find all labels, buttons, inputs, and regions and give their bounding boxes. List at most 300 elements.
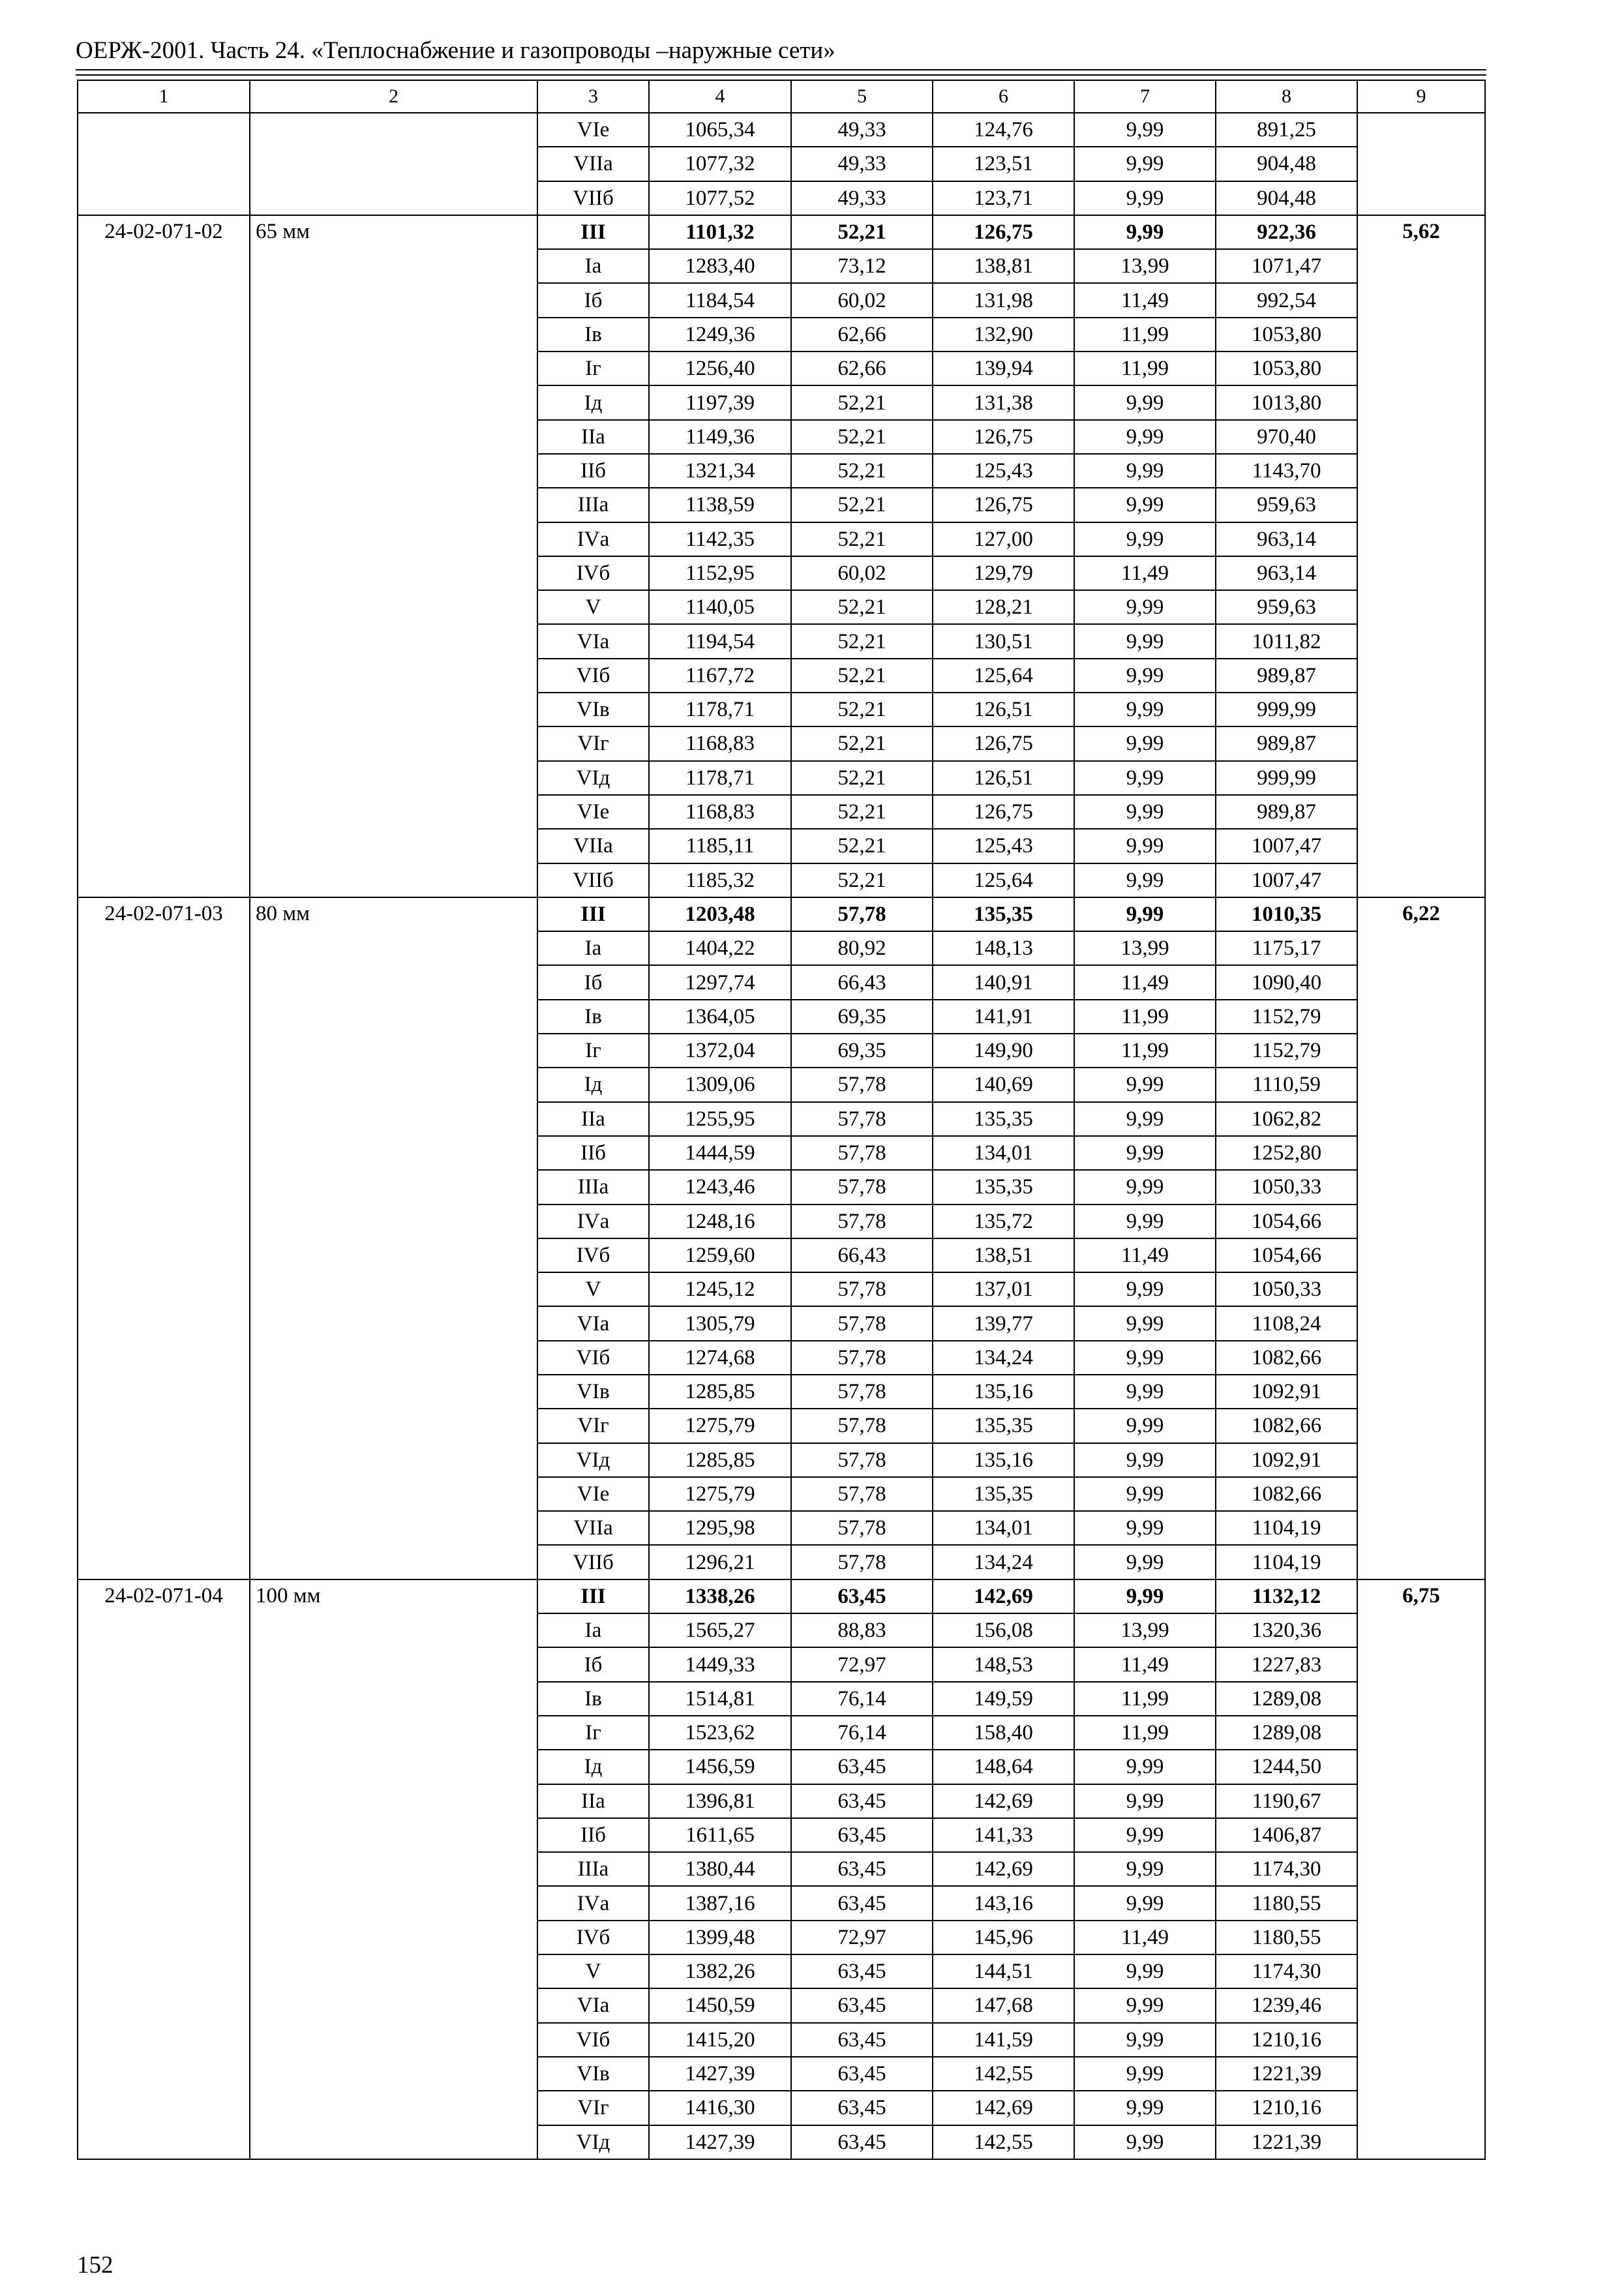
- value-cell-c7: 9,99: [1074, 693, 1216, 726]
- value-cell-c8: 1054,66: [1216, 1238, 1357, 1272]
- value-cell-c4: 1283,40: [649, 249, 791, 283]
- value-cell-c4: 1274,68: [649, 1341, 791, 1375]
- value-cell-c8: 1227,83: [1216, 1647, 1357, 1681]
- value-cell-c6: 126,51: [933, 693, 1074, 726]
- rate-code-cell: [78, 113, 250, 215]
- value-cell-c5: 60,02: [791, 556, 933, 590]
- value-cell-c7: 9,99: [1074, 1272, 1216, 1306]
- value-cell-c5: 63,45: [791, 1886, 933, 1920]
- value-cell-c4: 1140,05: [649, 590, 791, 624]
- value-cell-c8: 999,99: [1216, 693, 1357, 726]
- value-cell-c7: 13,99: [1074, 1613, 1216, 1647]
- zone-cell: VIд: [537, 1443, 649, 1477]
- value-cell-c6: 126,75: [933, 488, 1074, 522]
- value-cell-c4: 1415,20: [649, 2023, 791, 2057]
- zone-cell: IIб: [537, 1136, 649, 1170]
- value-cell-c7: 9,99: [1074, 726, 1216, 760]
- value-cell-c6: 134,24: [933, 1341, 1074, 1375]
- value-cell-c5: 57,78: [791, 897, 933, 931]
- value-cell-c7: 11,49: [1074, 1921, 1216, 1954]
- value-cell-c7: 9,99: [1074, 1750, 1216, 1784]
- column-9-cell: 5,62: [1357, 215, 1485, 897]
- value-cell-c7: 9,99: [1074, 1102, 1216, 1136]
- value-cell-c4: 1387,16: [649, 1886, 791, 1920]
- zone-cell: Iв: [537, 318, 649, 352]
- value-cell-c4: 1138,59: [649, 488, 791, 522]
- zone-cell: IIIа: [537, 488, 649, 522]
- value-cell-c4: 1248,16: [649, 1204, 791, 1238]
- zone-cell: VIг: [537, 726, 649, 760]
- zone-cell: VIIа: [537, 829, 649, 863]
- value-cell-c4: 1065,34: [649, 113, 791, 147]
- value-cell-c4: 1295,98: [649, 1511, 791, 1545]
- zone-cell: IIб: [537, 1818, 649, 1852]
- value-cell-c8: 1406,87: [1216, 1818, 1357, 1852]
- zone-cell: Iа: [537, 1613, 649, 1647]
- value-cell-c8: 1175,17: [1216, 931, 1357, 965]
- value-cell-c7: 11,49: [1074, 1647, 1216, 1681]
- zone-cell: VIб: [537, 1341, 649, 1375]
- value-cell-c7: 9,99: [1074, 1375, 1216, 1409]
- value-cell-c6: 140,91: [933, 965, 1074, 999]
- value-cell-c5: 76,14: [791, 1682, 933, 1716]
- value-cell-c4: 1203,48: [649, 897, 791, 931]
- value-cell-c7: 9,99: [1074, 1886, 1216, 1920]
- value-cell-c8: 989,87: [1216, 795, 1357, 829]
- value-cell-c8: 904,48: [1216, 147, 1357, 181]
- value-cell-c5: 57,78: [791, 1443, 933, 1477]
- page-number: 152: [77, 2252, 113, 2279]
- zone-cell: III: [537, 897, 649, 931]
- value-cell-c8: 1110,59: [1216, 1068, 1357, 1101]
- zone-cell: VIв: [537, 1375, 649, 1409]
- zone-cell: IIIа: [537, 1852, 649, 1886]
- zone-cell: III: [537, 1579, 649, 1613]
- column-number: 4: [649, 80, 791, 113]
- value-cell-c7: 9,99: [1074, 2023, 1216, 2057]
- column-number: 8: [1216, 80, 1357, 113]
- value-cell-c6: 156,08: [933, 1613, 1074, 1647]
- value-cell-c6: 135,16: [933, 1443, 1074, 1477]
- header-rule: [76, 74, 1486, 76]
- value-cell-c6: 135,35: [933, 897, 1074, 931]
- value-cell-c7: 9,99: [1074, 761, 1216, 795]
- value-cell-c8: 1152,79: [1216, 1000, 1357, 1034]
- value-cell-c8: 1108,24: [1216, 1306, 1357, 1340]
- value-cell-c4: 1456,59: [649, 1750, 791, 1784]
- value-cell-c6: 144,51: [933, 1954, 1074, 1988]
- value-cell-c7: 9,99: [1074, 522, 1216, 556]
- value-cell-c4: 1396,81: [649, 1784, 791, 1818]
- value-cell-c8: 992,54: [1216, 283, 1357, 317]
- value-cell-c5: 57,78: [791, 1136, 933, 1170]
- value-cell-c5: 52,21: [791, 215, 933, 249]
- value-cell-c8: 1082,66: [1216, 1477, 1357, 1511]
- value-cell-c4: 1168,83: [649, 726, 791, 760]
- value-cell-c6: 131,38: [933, 385, 1074, 419]
- zone-cell: IIа: [537, 1102, 649, 1136]
- value-cell-c5: 52,21: [791, 693, 933, 726]
- value-cell-c4: 1101,32: [649, 215, 791, 249]
- zone-cell: IIа: [537, 420, 649, 454]
- value-cell-c5: 69,35: [791, 1034, 933, 1068]
- value-cell-c5: 49,33: [791, 181, 933, 215]
- value-cell-c8: 1013,80: [1216, 385, 1357, 419]
- value-cell-c6: 123,51: [933, 147, 1074, 181]
- value-cell-c6: 125,43: [933, 829, 1074, 863]
- value-cell-c4: 1178,71: [649, 693, 791, 726]
- value-cell-c7: 11,99: [1074, 318, 1216, 352]
- value-cell-c6: 135,72: [933, 1204, 1074, 1238]
- value-cell-c4: 1427,39: [649, 2057, 791, 2091]
- value-cell-c8: 922,36: [1216, 215, 1357, 249]
- value-cell-c4: 1296,21: [649, 1545, 791, 1579]
- value-cell-c4: 1275,79: [649, 1409, 791, 1443]
- value-cell-c7: 9,99: [1074, 1852, 1216, 1886]
- value-cell-c6: 148,64: [933, 1750, 1074, 1784]
- value-cell-c5: 52,21: [791, 454, 933, 488]
- value-cell-c7: 9,99: [1074, 1170, 1216, 1204]
- zone-cell: IVб: [537, 1921, 649, 1954]
- value-cell-c5: 88,83: [791, 1613, 933, 1647]
- zone-cell: V: [537, 1954, 649, 1988]
- value-cell-c6: 125,43: [933, 454, 1074, 488]
- value-cell-c6: 138,51: [933, 1238, 1074, 1272]
- value-cell-c6: 135,16: [933, 1375, 1074, 1409]
- value-cell-c6: 149,59: [933, 1682, 1074, 1716]
- value-cell-c5: 63,45: [791, 1852, 933, 1886]
- value-cell-c6: 126,51: [933, 761, 1074, 795]
- value-cell-c8: 1007,47: [1216, 829, 1357, 863]
- value-cell-c8: 970,40: [1216, 420, 1357, 454]
- value-cell-c8: 989,87: [1216, 726, 1357, 760]
- zone-cell: VIд: [537, 2125, 649, 2159]
- diameter-cell: 80 мм: [250, 897, 537, 1579]
- value-cell-c6: 148,53: [933, 1647, 1074, 1681]
- value-cell-c4: 1523,62: [649, 1716, 791, 1750]
- value-cell-c5: 52,21: [791, 829, 933, 863]
- value-cell-c7: 9,99: [1074, 1204, 1216, 1238]
- value-cell-c6: 158,40: [933, 1716, 1074, 1750]
- zone-cell: IVа: [537, 1204, 649, 1238]
- value-cell-c7: 9,99: [1074, 181, 1216, 215]
- value-cell-c5: 63,45: [791, 1750, 933, 1784]
- value-cell-c8: 999,99: [1216, 761, 1357, 795]
- value-cell-c7: 11,49: [1074, 283, 1216, 317]
- zone-cell: VIб: [537, 2023, 649, 2057]
- value-cell-c6: 129,79: [933, 556, 1074, 590]
- value-cell-c7: 11,99: [1074, 1682, 1216, 1716]
- value-cell-c6: 141,33: [933, 1818, 1074, 1852]
- value-cell-c5: 57,78: [791, 1272, 933, 1306]
- value-cell-c6: 142,69: [933, 1579, 1074, 1613]
- value-cell-c7: 11,99: [1074, 1716, 1216, 1750]
- value-cell-c7: 9,99: [1074, 1988, 1216, 2022]
- value-cell-c5: 57,78: [791, 1306, 933, 1340]
- value-cell-c7: 11,99: [1074, 1000, 1216, 1034]
- zone-cell: VIв: [537, 2057, 649, 2091]
- value-cell-c8: 1289,08: [1216, 1716, 1357, 1750]
- zone-cell: Iг: [537, 1716, 649, 1750]
- value-cell-c7: 11,49: [1074, 1238, 1216, 1272]
- value-cell-c5: 62,66: [791, 352, 933, 385]
- value-cell-c5: 63,45: [791, 2057, 933, 2091]
- value-cell-c4: 1514,81: [649, 1682, 791, 1716]
- value-cell-c8: 1104,19: [1216, 1511, 1357, 1545]
- value-cell-c8: 1011,82: [1216, 624, 1357, 658]
- value-cell-c5: 52,21: [791, 420, 933, 454]
- value-cell-c4: 1364,05: [649, 1000, 791, 1034]
- value-cell-c7: 9,99: [1074, 1409, 1216, 1443]
- value-cell-c5: 52,21: [791, 795, 933, 829]
- diameter-cell: 65 мм: [250, 215, 537, 897]
- value-cell-c6: 148,13: [933, 931, 1074, 965]
- value-cell-c8: 963,14: [1216, 522, 1357, 556]
- value-cell-c6: 142,69: [933, 2091, 1074, 2125]
- zone-cell: V: [537, 1272, 649, 1306]
- value-cell-c6: 126,75: [933, 420, 1074, 454]
- value-cell-c5: 57,78: [791, 1375, 933, 1409]
- value-cell-c4: 1142,35: [649, 522, 791, 556]
- value-cell-c5: 63,45: [791, 1579, 933, 1613]
- value-cell-c6: 142,69: [933, 1784, 1074, 1818]
- table-row: [78, 215, 1485, 249]
- value-cell-c5: 52,21: [791, 659, 933, 693]
- value-cell-c4: 1185,32: [649, 863, 791, 897]
- value-cell-c4: 1449,33: [649, 1647, 791, 1681]
- rates-table: [77, 80, 1486, 2160]
- value-cell-c8: 1180,55: [1216, 1886, 1357, 1920]
- value-cell-c8: 1174,30: [1216, 1852, 1357, 1886]
- value-cell-c6: 125,64: [933, 863, 1074, 897]
- value-cell-c8: 1104,19: [1216, 1545, 1357, 1579]
- zone-cell: VIIа: [537, 1511, 649, 1545]
- value-cell-c4: 1285,85: [649, 1443, 791, 1477]
- value-cell-c4: 1297,74: [649, 965, 791, 999]
- value-cell-c6: 134,01: [933, 1511, 1074, 1545]
- value-cell-c7: 9,99: [1074, 1511, 1216, 1545]
- value-cell-c7: 9,99: [1074, 1954, 1216, 1988]
- value-cell-c5: 52,21: [791, 863, 933, 897]
- zone-cell: Iг: [537, 1034, 649, 1068]
- value-cell-c6: 126,75: [933, 795, 1074, 829]
- rate-code-cell: 24-02-071-02: [78, 215, 250, 897]
- value-cell-c6: 123,71: [933, 181, 1074, 215]
- zone-cell: VIIб: [537, 1545, 649, 1579]
- value-cell-c6: 141,91: [933, 1000, 1074, 1034]
- value-cell-c7: 9,99: [1074, 1545, 1216, 1579]
- value-cell-c7: 9,99: [1074, 488, 1216, 522]
- value-cell-c8: 904,48: [1216, 181, 1357, 215]
- value-cell-c8: 1289,08: [1216, 1682, 1357, 1716]
- value-cell-c8: 1210,16: [1216, 2023, 1357, 2057]
- zone-cell: Iб: [537, 965, 649, 999]
- column-number: 2: [250, 80, 537, 113]
- value-cell-c4: 1372,04: [649, 1034, 791, 1068]
- zone-cell: Iб: [537, 283, 649, 317]
- value-cell-c7: 9,99: [1074, 624, 1216, 658]
- value-cell-c4: 1399,48: [649, 1921, 791, 1954]
- value-cell-c4: 1338,26: [649, 1579, 791, 1613]
- value-cell-c5: 63,45: [791, 1988, 933, 2022]
- value-cell-c7: 9,99: [1074, 1341, 1216, 1375]
- value-cell-c5: 63,45: [791, 2023, 933, 2057]
- value-cell-c7: 9,99: [1074, 215, 1216, 249]
- zone-cell: Iа: [537, 249, 649, 283]
- value-cell-c5: 60,02: [791, 283, 933, 317]
- value-cell-c7: 9,99: [1074, 1818, 1216, 1852]
- value-cell-c6: 135,35: [933, 1170, 1074, 1204]
- zone-cell: Iв: [537, 1000, 649, 1034]
- value-cell-c5: 63,45: [791, 1784, 933, 1818]
- zone-cell: VIе: [537, 113, 649, 147]
- value-cell-c5: 72,97: [791, 1921, 933, 1954]
- value-cell-c7: 9,99: [1074, 1443, 1216, 1477]
- header-rule: [76, 69, 1486, 70]
- column-9-cell: 6,22: [1357, 897, 1485, 1579]
- value-cell-c7: 9,99: [1074, 454, 1216, 488]
- value-cell-c5: 57,78: [791, 1477, 933, 1511]
- value-cell-c6: 145,96: [933, 1921, 1074, 1954]
- value-cell-c7: 9,99: [1074, 1784, 1216, 1818]
- value-cell-c7: 9,99: [1074, 897, 1216, 931]
- value-cell-c6: 125,64: [933, 659, 1074, 693]
- zone-cell: VIIб: [537, 863, 649, 897]
- value-cell-c5: 63,45: [791, 2091, 933, 2125]
- value-cell-c7: 13,99: [1074, 931, 1216, 965]
- value-cell-c4: 1185,11: [649, 829, 791, 863]
- value-cell-c4: 1194,54: [649, 624, 791, 658]
- zone-cell: Iа: [537, 931, 649, 965]
- value-cell-c4: 1309,06: [649, 1068, 791, 1101]
- value-cell-c6: 126,75: [933, 726, 1074, 760]
- value-cell-c4: 1565,27: [649, 1613, 791, 1647]
- zone-cell: IIа: [537, 1784, 649, 1818]
- value-cell-c5: 57,78: [791, 1341, 933, 1375]
- value-cell-c8: 1320,36: [1216, 1613, 1357, 1647]
- zone-cell: Iб: [537, 1647, 649, 1681]
- value-cell-c8: 1071,47: [1216, 249, 1357, 283]
- value-cell-c5: 49,33: [791, 147, 933, 181]
- value-cell-c6: 138,81: [933, 249, 1074, 283]
- value-cell-c7: 9,99: [1074, 863, 1216, 897]
- column-number: 5: [791, 80, 933, 113]
- zone-cell: VIIб: [537, 181, 649, 215]
- value-cell-c5: 73,12: [791, 249, 933, 283]
- value-cell-c8: 1053,80: [1216, 318, 1357, 352]
- value-cell-c6: 134,01: [933, 1136, 1074, 1170]
- value-cell-c8: 1050,33: [1216, 1272, 1357, 1306]
- value-cell-c6: 142,55: [933, 2057, 1074, 2091]
- value-cell-c7: 11,99: [1074, 1034, 1216, 1068]
- zone-cell: VIв: [537, 693, 649, 726]
- value-cell-c8: 1221,39: [1216, 2125, 1357, 2159]
- value-cell-c4: 1416,30: [649, 2091, 791, 2125]
- value-cell-c5: 76,14: [791, 1716, 933, 1750]
- value-cell-c4: 1152,95: [649, 556, 791, 590]
- value-cell-c7: 11,49: [1074, 556, 1216, 590]
- zone-cell: Iд: [537, 1750, 649, 1784]
- value-cell-c5: 49,33: [791, 113, 933, 147]
- value-cell-c6: 131,98: [933, 283, 1074, 317]
- value-cell-c8: 1082,66: [1216, 1341, 1357, 1375]
- value-cell-c4: 1184,54: [649, 283, 791, 317]
- zone-cell: Iв: [537, 1682, 649, 1716]
- value-cell-c7: 9,99: [1074, 659, 1216, 693]
- zone-cell: VIе: [537, 1477, 649, 1511]
- value-cell-c4: 1285,85: [649, 1375, 791, 1409]
- zone-cell: VIа: [537, 624, 649, 658]
- page-header: [76, 37, 1486, 76]
- column-9-cell: [1357, 113, 1485, 215]
- zone-cell: IIIа: [537, 1170, 649, 1204]
- document-title: ОЕРЖ-2001. Часть 24. «Теплоснабжение и газопроводы –наружные сети»: [76, 37, 835, 64]
- zone-cell: IVб: [537, 556, 649, 590]
- value-cell-c8: 989,87: [1216, 659, 1357, 693]
- value-cell-c4: 1245,12: [649, 1272, 791, 1306]
- value-cell-c8: 1090,40: [1216, 965, 1357, 999]
- value-cell-c5: 80,92: [791, 931, 933, 965]
- value-cell-c8: 1143,70: [1216, 454, 1357, 488]
- column-9-cell: 6,75: [1357, 1579, 1485, 2159]
- value-cell-c8: 959,63: [1216, 488, 1357, 522]
- zone-cell: III: [537, 215, 649, 249]
- value-cell-c8: 1132,12: [1216, 1579, 1357, 1613]
- value-cell-c8: 1054,66: [1216, 1204, 1357, 1238]
- value-cell-c8: 1221,39: [1216, 2057, 1357, 2091]
- value-cell-c4: 1404,22: [649, 931, 791, 965]
- value-cell-c7: 9,99: [1074, 2091, 1216, 2125]
- value-cell-c5: 72,97: [791, 1647, 933, 1681]
- value-cell-c4: 1380,44: [649, 1852, 791, 1886]
- zone-cell: V: [537, 590, 649, 624]
- value-cell-c8: 1010,35: [1216, 897, 1357, 931]
- value-cell-c4: 1305,79: [649, 1306, 791, 1340]
- value-cell-c4: 1450,59: [649, 1988, 791, 2022]
- zone-cell: Iг: [537, 352, 649, 385]
- column-number: 7: [1074, 80, 1216, 113]
- value-cell-c7: 9,99: [1074, 1136, 1216, 1170]
- value-cell-c8: 1252,80: [1216, 1136, 1357, 1170]
- value-cell-c8: 1062,82: [1216, 1102, 1357, 1136]
- zone-cell: VIа: [537, 1306, 649, 1340]
- value-cell-c7: 9,99: [1074, 1579, 1216, 1613]
- value-cell-c4: 1427,39: [649, 2125, 791, 2159]
- value-cell-c8: 1092,91: [1216, 1375, 1357, 1409]
- value-cell-c5: 57,78: [791, 1545, 933, 1579]
- value-cell-c8: 1190,67: [1216, 1784, 1357, 1818]
- value-cell-c5: 52,21: [791, 590, 933, 624]
- table-body: [78, 80, 1485, 2159]
- zone-cell: IVб: [537, 1238, 649, 1272]
- diameter-cell: [250, 113, 537, 215]
- value-cell-c6: 130,51: [933, 624, 1074, 658]
- value-cell-c4: 1275,79: [649, 1477, 791, 1511]
- value-cell-c5: 66,43: [791, 1238, 933, 1272]
- value-cell-c6: 126,75: [933, 215, 1074, 249]
- zone-cell: VIг: [537, 1409, 649, 1443]
- value-cell-c6: 139,77: [933, 1306, 1074, 1340]
- value-cell-c8: 1210,16: [1216, 2091, 1357, 2125]
- value-cell-c4: 1168,83: [649, 795, 791, 829]
- value-cell-c6: 141,59: [933, 2023, 1074, 2057]
- value-cell-c7: 9,99: [1074, 2125, 1216, 2159]
- value-cell-c5: 52,21: [791, 761, 933, 795]
- value-cell-c4: 1243,46: [649, 1170, 791, 1204]
- value-cell-c5: 52,21: [791, 385, 933, 419]
- value-cell-c4: 1321,34: [649, 454, 791, 488]
- zone-cell: VIIа: [537, 147, 649, 181]
